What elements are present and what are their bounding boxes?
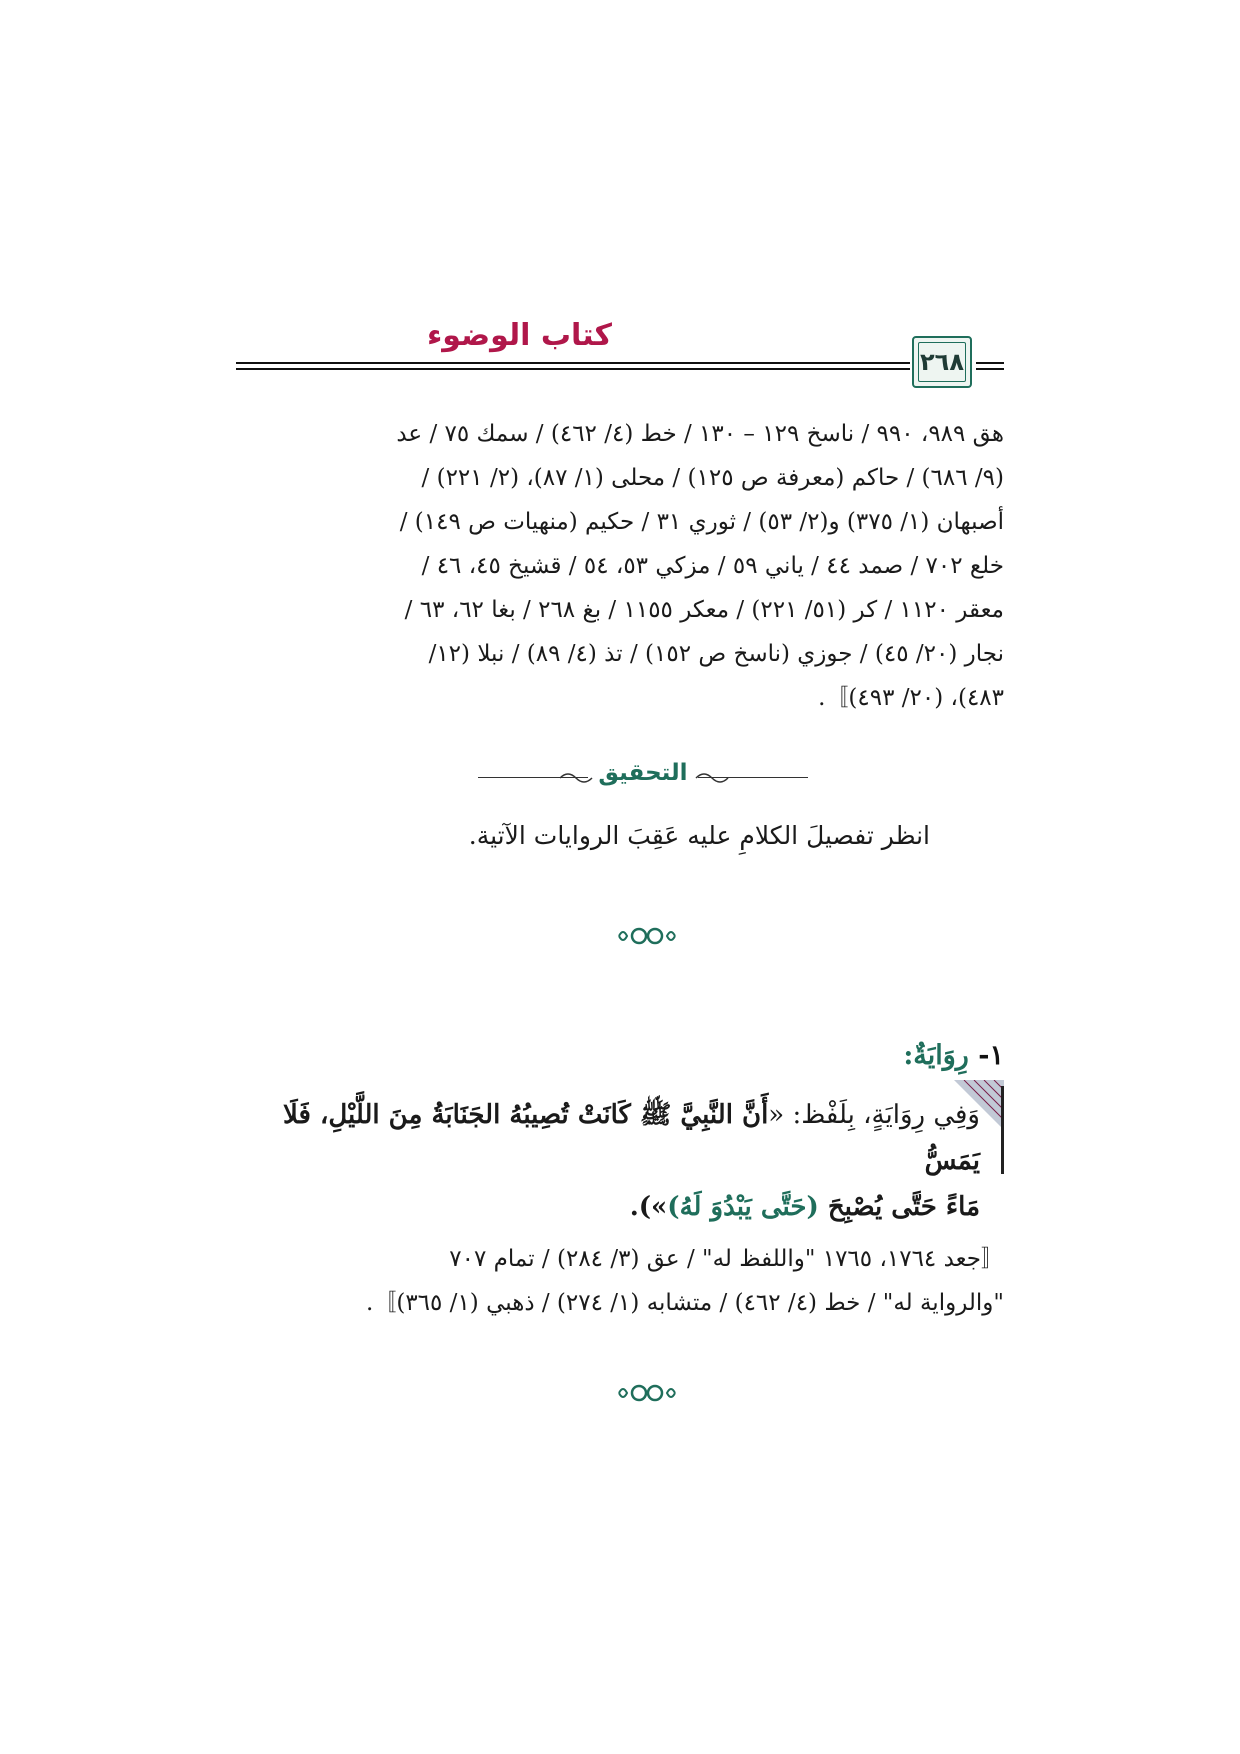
narration-variant: (حَتَّى يَبْدُوَ لَهُ) bbox=[667, 1192, 819, 1222]
tahqiq-heading: التحقيق bbox=[588, 760, 697, 786]
ornament-icon bbox=[617, 924, 677, 948]
references-block bbox=[236, 412, 1004, 720]
narration-label: رِوَايَةٌ: bbox=[903, 1040, 969, 1071]
reference-line: نجار (٢٠/ ٤٥) / جوزي (ناسخ ص ١٥٢) / تذ (٤/ ٨٩) / نبلا (١٢/ bbox=[428, 641, 1004, 667]
source-line: 〚جعد ١٧٦٤، ١٧٦٥ "واللفظ له" / عق (٣/ ٢٨٤) / تمام ٧٠٧ bbox=[449, 1246, 1004, 1272]
narration-intro: وَفِي رِوَايَةٍ، بِلَفْظ: « bbox=[768, 1100, 980, 1130]
narration-box bbox=[236, 1080, 1004, 1222]
reference-line: أصبهان (١/ ٣٧٥) و(٢/ ٥٣) / ثوري ٣١ / حكيم (منهيات ص ١٤٩) / bbox=[399, 509, 1004, 535]
divider-flourish-icon bbox=[558, 768, 598, 788]
header-rule bbox=[976, 362, 1004, 364]
header-rule bbox=[236, 368, 910, 370]
narration-title bbox=[903, 1040, 1004, 1071]
header-rule bbox=[236, 362, 910, 364]
page-header bbox=[236, 310, 1004, 390]
ornament-icon bbox=[617, 1381, 677, 1405]
narration-number: ١- bbox=[978, 1040, 1004, 1071]
narration-hadith-line1: أَنَّ النَّبِيَّ ﷺ كَانَتْ تُصِيبُهُ الجَنَابَةُ مِنَ اللَّيْلِ، فَلَا يَمَسُّ bbox=[282, 1100, 980, 1176]
page-number-frame-icon bbox=[912, 336, 972, 388]
divider-flourish-icon bbox=[690, 768, 730, 788]
page-number: ٢٦٨ bbox=[920, 348, 964, 376]
tahqiq-divider bbox=[478, 760, 808, 796]
tahqiq-text: انظر تفصيلَ الكلامِ عليه عَقِبَ الروايات الآتية. bbox=[468, 821, 930, 850]
reference-line: ٤٨٣)، (٢٠/ ٤٩٣)〛. bbox=[818, 685, 1004, 711]
narration-bar bbox=[1001, 1086, 1004, 1174]
reference-line: خلع ٧٠٢ / صمد ٤٤ / ياني ٥٩ / مزكي ٥٣، ٥٤ / قشيخ ٤٥، ٤٦ / bbox=[421, 553, 1004, 579]
reference-line: (٩/ ٦٨٦) / حاكم (معرفة ص ١٢٥) / محلى (١/ ٨٧)، (٢/ ٢٢١) / bbox=[421, 465, 1004, 491]
narration-end: »). bbox=[629, 1192, 668, 1222]
narration-text bbox=[236, 1092, 980, 1230]
sources-block bbox=[236, 1237, 1004, 1325]
reference-line: معقر ١١٢٠ / كر (٥١/ ٢٢١) / معكر ١١٥٥ / بغ ٢٦٨ / بغا ٦٢، ٦٣ / bbox=[404, 597, 1004, 623]
source-line: "والرواية له" / خط (٤/ ٤٦٢) / متشابه (١/ ٢٧٤) / ذهبي (١/ ٣٦٥)〛. bbox=[366, 1290, 1004, 1316]
reference-line: هق ٩٨٩، ٩٩٠ / ناسخ ١٢٩ – ١٣٠ / خط (٤/ ٤٦٢) / سمك ٧٥ / عد bbox=[396, 421, 1004, 447]
header-rule bbox=[976, 368, 1004, 370]
narration-hadith-line2: مَاءً حَتَّى يُصْبِحَ bbox=[827, 1192, 980, 1222]
book-title: كتاب الوضوء bbox=[426, 318, 612, 353]
